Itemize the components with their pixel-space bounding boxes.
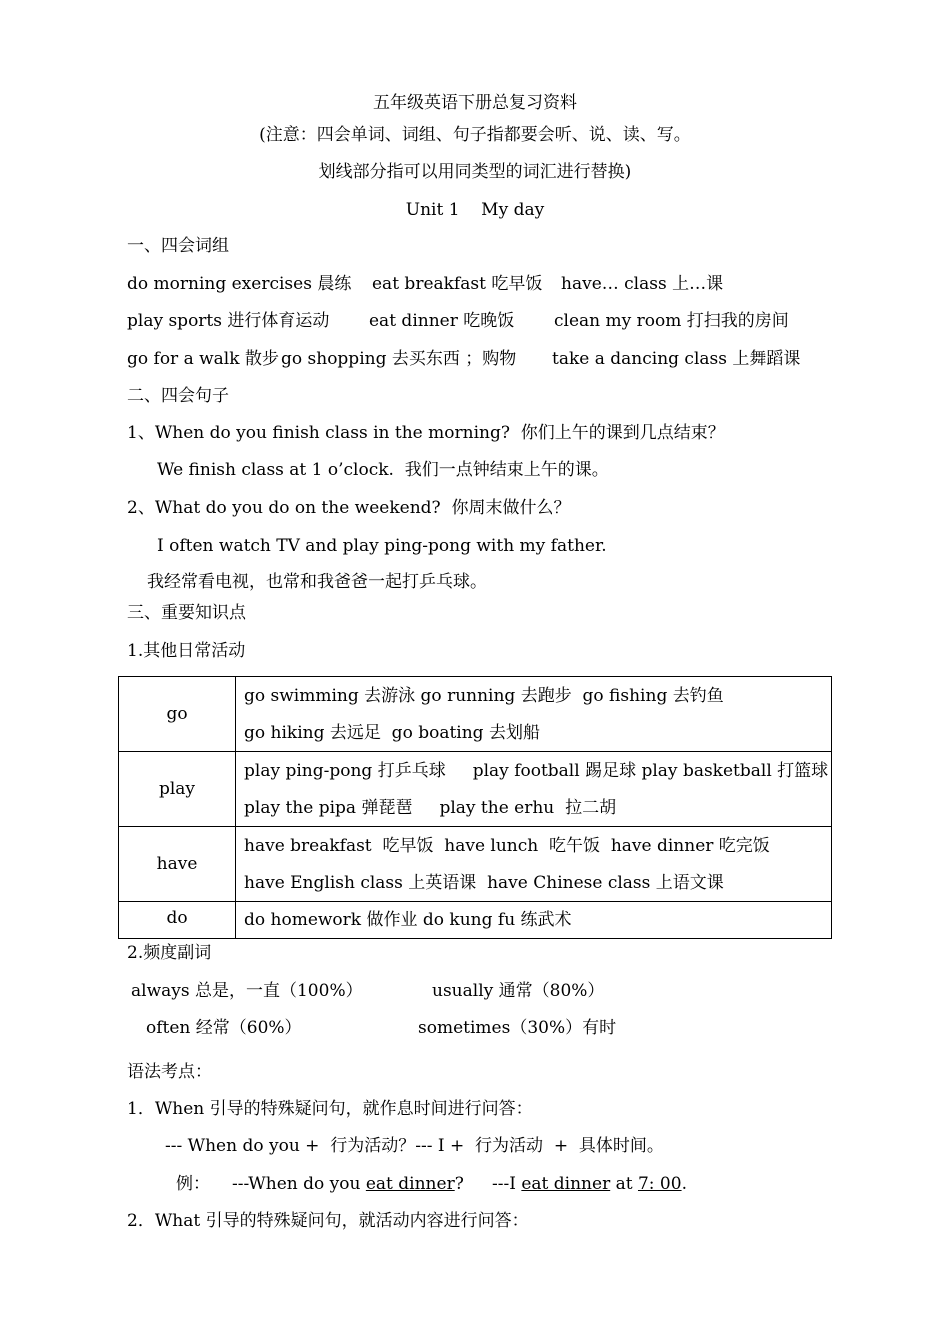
question-2: 2、What do you do on the weekend? 你周末做什么？ — [127, 498, 571, 518]
table-row — [119, 902, 832, 939]
table-line: go hiking 去远足 go boating 去划船 — [244, 722, 540, 743]
example-question-suffix: ? — [454, 1174, 464, 1194]
table-line: play ping-pong 打乒乓球 play football 踢足球 play basketball 打篮球 — [244, 760, 829, 781]
section1-heading: 一、四会词组 — [127, 236, 229, 256]
subheading-daily-activities: 1.其他日常活动 — [127, 641, 246, 661]
question-1: 1、When do you finish class in the morning? 你们上午的课到几点结束？ — [127, 423, 725, 443]
example-label: 例： — [176, 1174, 210, 1194]
grammar-pattern-1: --- When do you + 行为活动？--- I + 行为活动 + 具体时间。 — [165, 1136, 664, 1156]
phrase: have… class 上…课 — [561, 274, 724, 294]
table-key-cell — [119, 752, 236, 827]
table-line: play the pipa 弹琵琶 play the erhu 拉二胡 — [244, 797, 617, 818]
table-row — [119, 677, 832, 752]
adverb: usually 通常（80%） — [432, 981, 605, 1001]
example-answer-prefix: ---I — [492, 1174, 522, 1194]
table-row — [119, 752, 832, 827]
example-answer — [492, 1174, 687, 1194]
subheading-frequency-adverbs: 2.频度副词 — [127, 943, 212, 963]
table-key: do — [166, 908, 188, 928]
section2-heading: 二、四会句子 — [127, 386, 229, 406]
table-key-cell — [119, 902, 236, 939]
example-question — [232, 1174, 464, 1194]
example-question-activity: eat dinner — [365, 1174, 455, 1194]
table-value-cell — [236, 827, 832, 902]
table-line: have breakfast 吃早饭 have lunch 吃午饭 have dinner 吃完饭 — [244, 835, 770, 856]
phrase: go for a walk 散步 — [127, 349, 279, 369]
example-answer-mid: at — [610, 1174, 638, 1194]
grammar-point-2: 2．What 引导的特殊疑问句，就活动内容进行问答： — [127, 1211, 529, 1231]
table-key: go — [166, 704, 188, 724]
answer-1: We finish class at 1 o’clock. 我们一点钟结束上午的课。 — [157, 460, 609, 480]
phrase: eat breakfast 吃早饭 — [372, 274, 543, 294]
adverb: sometimes（30%）有时 — [418, 1018, 617, 1038]
phrase: do morning exercises 晨练 — [127, 274, 352, 294]
adverb: always 总是，一直（100%） — [131, 981, 363, 1001]
phrase: play sports 进行体育运动 — [127, 311, 330, 331]
table-key-cell — [119, 677, 236, 752]
table-key: have — [156, 854, 198, 874]
table-line: go swimming 去游泳 go running 去跑步 go fishing 去钓鱼 — [244, 685, 724, 706]
activities-table — [118, 676, 832, 939]
answer-2: I often watch TV and play ping-pong with my father. — [157, 536, 607, 556]
unit-title: Unit 1 My day — [405, 200, 545, 220]
phrase: clean my room 打扫我的房间 — [554, 311, 789, 331]
table-value-cell — [236, 677, 832, 752]
table-key: play — [158, 779, 196, 799]
table-value-cell — [236, 752, 832, 827]
grammar-point-1: 1．When 引导的特殊疑问句，就作息时间进行问答： — [127, 1099, 533, 1119]
table-value-cell — [236, 902, 832, 939]
phrase: go shopping 去买东西 ；购物 — [281, 349, 517, 369]
section3-heading: 三、重要知识点 — [127, 603, 246, 623]
example-answer-time: 7: 00 — [637, 1174, 682, 1194]
table-line: do homework 做作业 do kung fu 练武术 — [244, 910, 572, 930]
example-answer-activity: eat dinner — [521, 1174, 611, 1194]
doc-note-line2: 划线部分指可以用同类型的词汇进行替换) — [318, 162, 632, 182]
phrase: eat dinner 吃晚饭 — [369, 311, 515, 331]
example-question-prefix: ---When do you — [232, 1174, 366, 1194]
adverb: often 经常（60%） — [146, 1018, 302, 1038]
phrase: take a dancing class 上舞蹈课 — [552, 349, 801, 369]
table-row — [119, 827, 832, 902]
doc-title: 五年级英语下册总复习资料 — [373, 93, 577, 113]
grammar-heading: 语法考点： — [127, 1062, 212, 1082]
doc-note-line1: (注意：四会单词、词组、句子指都要会听、说、读、写。 — [259, 125, 691, 145]
table-key-cell — [119, 827, 236, 902]
example-answer-suffix: . — [681, 1174, 687, 1194]
answer-2-chinese: 我经常看电视，也常和我爸爸一起打乒乓球。 — [147, 572, 487, 592]
table-line: have English class 上英语课 have Chinese class 上语文课 — [244, 872, 724, 893]
